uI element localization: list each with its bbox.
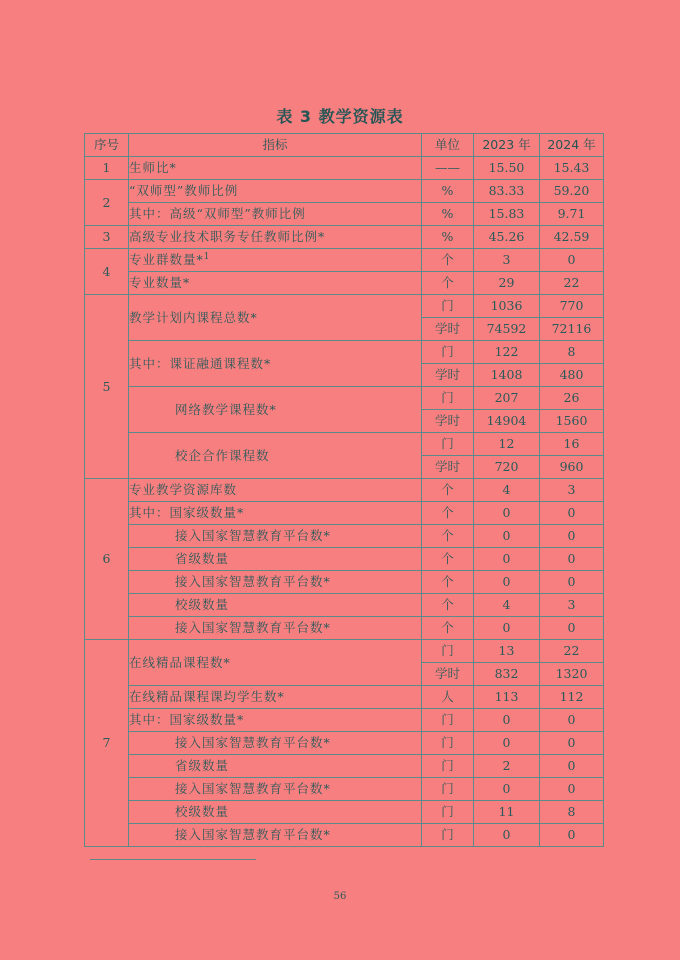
value-2024-cell: 0 — [540, 824, 604, 847]
table-row — [85, 272, 604, 295]
value-2023-cell: 83.33 — [474, 180, 540, 203]
indicator-cell: 接入国家智慧教育平台数* — [129, 617, 422, 640]
value-2024-cell: 1560 — [540, 410, 604, 433]
unit-cell: 门 — [422, 709, 474, 732]
table-row — [85, 157, 604, 180]
value-2023-cell: 2 — [474, 755, 540, 778]
unit-cell: 门 — [422, 732, 474, 755]
indicator-cell: 网络教学课程数* — [129, 387, 422, 433]
unit-cell: 个 — [422, 617, 474, 640]
indicator-cell: 其中：国家级数量* — [129, 502, 422, 525]
indicator-cell: 接入国家智慧教育平台数* — [129, 824, 422, 847]
unit-cell: 学时 — [422, 318, 474, 341]
unit-cell: 人 — [422, 686, 474, 709]
value-2024-cell: 72116 — [540, 318, 604, 341]
indicator-cell: 高级专业技术职务专任教师比例* — [129, 226, 422, 249]
value-2024-cell: 59.20 — [540, 180, 604, 203]
indicator-cell: 校级数量 — [129, 594, 422, 617]
value-2024-cell: 26 — [540, 387, 604, 410]
unit-cell: 门 — [422, 755, 474, 778]
value-2023-cell: 4 — [474, 594, 540, 617]
unit-cell: 门 — [422, 778, 474, 801]
value-2023-cell: 15.50 — [474, 157, 540, 180]
col-header-unit: 单位 — [422, 134, 474, 157]
value-2024-cell: 0 — [540, 617, 604, 640]
indicator-cell: 生师比* — [129, 157, 422, 180]
table-row — [85, 341, 604, 364]
table-row — [85, 525, 604, 548]
value-2023-cell: 0 — [474, 778, 540, 801]
value-2024-cell: 0 — [540, 778, 604, 801]
indicator-cell: 接入国家智慧教育平台数* — [129, 778, 422, 801]
value-2023-cell: 0 — [474, 709, 540, 732]
unit-cell: —— — [422, 157, 474, 180]
unit-cell: 个 — [422, 548, 474, 571]
indicator-text: 专业群数量* — [129, 252, 204, 267]
unit-cell: % — [422, 226, 474, 249]
table-row — [85, 778, 604, 801]
value-2024-cell: 0 — [540, 502, 604, 525]
value-2024-cell: 22 — [540, 272, 604, 295]
value-2023-cell: 0 — [474, 502, 540, 525]
table-row — [85, 479, 604, 502]
value-2024-cell: 0 — [540, 249, 604, 272]
value-2024-cell: 42.59 — [540, 226, 604, 249]
value-2023-cell: 4 — [474, 479, 540, 502]
unit-cell: 学时 — [422, 410, 474, 433]
value-2023-cell: 832 — [474, 663, 540, 686]
unit-cell: 个 — [422, 249, 474, 272]
table-row — [85, 617, 604, 640]
value-2023-cell: 122 — [474, 341, 540, 364]
indicator-cell: 接入国家智慧教育平台数* — [129, 732, 422, 755]
value-2023-cell: 0 — [474, 617, 540, 640]
indicator-cell: 接入国家智慧教育平台数* — [129, 571, 422, 594]
value-2023-cell: 0 — [474, 571, 540, 594]
value-2024-cell: 0 — [540, 732, 604, 755]
value-2024-cell: 0 — [540, 548, 604, 571]
value-2023-cell: 0 — [474, 525, 540, 548]
value-2023-cell: 3 — [474, 249, 540, 272]
table-row — [85, 755, 604, 778]
table-row — [85, 295, 604, 318]
value-2023-cell: 1408 — [474, 364, 540, 387]
indicator-cell: 其中：课证融通课程数* — [129, 341, 422, 387]
seq-cell: 6 — [85, 479, 129, 640]
value-2024-cell: 22 — [540, 640, 604, 663]
unit-cell: 个 — [422, 571, 474, 594]
value-2024-cell: 3 — [540, 479, 604, 502]
value-2024-cell: 0 — [540, 755, 604, 778]
unit-cell: 个 — [422, 525, 474, 548]
unit-cell: 门 — [422, 341, 474, 364]
indicator-cell: 省级数量 — [129, 755, 422, 778]
value-2023-cell: 29 — [474, 272, 540, 295]
value-2024-cell: 770 — [540, 295, 604, 318]
value-2023-cell: 14904 — [474, 410, 540, 433]
seq-cell: 5 — [85, 295, 129, 479]
teaching-resources-table — [84, 133, 604, 847]
unit-cell: 门 — [422, 824, 474, 847]
indicator-cell: 接入国家智慧教育平台数* — [129, 525, 422, 548]
footnote-marker: 1 — [203, 251, 211, 262]
table-row — [85, 640, 604, 663]
unit-cell: 门 — [422, 387, 474, 410]
table-row — [85, 249, 604, 272]
seq-cell: 1 — [85, 157, 129, 180]
indicator-cell: “双师型”教师比例 — [129, 180, 422, 203]
indicator-cell: 教学计划内课程总数* — [129, 295, 422, 341]
value-2024-cell: 0 — [540, 571, 604, 594]
value-2024-cell: 960 — [540, 456, 604, 479]
table-row — [85, 594, 604, 617]
indicator-cell: 在线精品课程课均学生数* — [129, 686, 422, 709]
value-2023-cell: 0 — [474, 732, 540, 755]
seq-cell: 7 — [85, 640, 129, 847]
table-title: 表 3 教学资源表 — [276, 107, 404, 126]
value-2024-cell: 15.43 — [540, 157, 604, 180]
seq-cell: 3 — [85, 226, 129, 249]
value-2024-cell: 0 — [540, 709, 604, 732]
unit-cell: 门 — [422, 433, 474, 456]
table-row — [85, 548, 604, 571]
unit-cell: 门 — [422, 801, 474, 824]
seq-cell: 4 — [85, 249, 129, 295]
unit-cell: 个 — [422, 502, 474, 525]
value-2024-cell: 1320 — [540, 663, 604, 686]
page-number: 56 — [333, 891, 347, 902]
table-row — [85, 387, 604, 410]
value-2023-cell: 720 — [474, 456, 540, 479]
indicator-cell: 其中：国家级数量* — [129, 709, 422, 732]
unit-cell: 个 — [422, 479, 474, 502]
value-2024-cell: 3 — [540, 594, 604, 617]
table-row — [85, 502, 604, 525]
footnote-divider — [90, 859, 256, 860]
unit-cell: % — [422, 203, 474, 226]
value-2024-cell: 112 — [540, 686, 604, 709]
table-row — [85, 571, 604, 594]
table-row — [85, 433, 604, 456]
header-row — [85, 134, 604, 157]
value-2023-cell: 12 — [474, 433, 540, 456]
value-2024-cell: 16 — [540, 433, 604, 456]
value-2023-cell: 15.83 — [474, 203, 540, 226]
value-2023-cell: 0 — [474, 548, 540, 571]
unit-cell: 门 — [422, 640, 474, 663]
col-header-2023: 2023 年 — [474, 134, 540, 157]
indicator-cell: 校级数量 — [129, 801, 422, 824]
value-2024-cell: 8 — [540, 341, 604, 364]
indicator-cell: 专业数量* — [129, 272, 422, 295]
value-2023-cell: 113 — [474, 686, 540, 709]
indicator-cell — [129, 249, 422, 272]
table-row — [85, 203, 604, 226]
value-2024-cell: 8 — [540, 801, 604, 824]
unit-cell: 个 — [422, 272, 474, 295]
value-2024-cell: 9.71 — [540, 203, 604, 226]
table-row — [85, 824, 604, 847]
value-2023-cell: 13 — [474, 640, 540, 663]
unit-cell: 个 — [422, 594, 474, 617]
value-2024-cell: 0 — [540, 525, 604, 548]
value-2023-cell: 45.26 — [474, 226, 540, 249]
value-2023-cell: 1036 — [474, 295, 540, 318]
value-2023-cell: 74592 — [474, 318, 540, 341]
seq-cell: 2 — [85, 180, 129, 226]
table-row — [85, 180, 604, 203]
table-row — [85, 686, 604, 709]
value-2024-cell: 480 — [540, 364, 604, 387]
unit-cell: % — [422, 180, 474, 203]
col-header-2024: 2024 年 — [540, 134, 604, 157]
unit-cell: 学时 — [422, 456, 474, 479]
value-2023-cell: 0 — [474, 824, 540, 847]
table-row — [85, 801, 604, 824]
indicator-cell: 省级数量 — [129, 548, 422, 571]
table-row — [85, 226, 604, 249]
col-header-seq: 序号 — [85, 134, 129, 157]
table-row — [85, 732, 604, 755]
indicator-cell: 在线精品课程数* — [129, 640, 422, 686]
value-2023-cell: 207 — [474, 387, 540, 410]
col-header-indicator: 指标 — [129, 134, 422, 157]
table-row — [85, 709, 604, 732]
value-2023-cell: 11 — [474, 801, 540, 824]
indicator-cell: 专业教学资源库数 — [129, 479, 422, 502]
unit-cell: 学时 — [422, 364, 474, 387]
indicator-cell: 校企合作课程数 — [129, 433, 422, 479]
unit-cell: 门 — [422, 295, 474, 318]
unit-cell: 学时 — [422, 663, 474, 686]
indicator-cell: 其中：高级“双师型”教师比例 — [129, 203, 422, 226]
